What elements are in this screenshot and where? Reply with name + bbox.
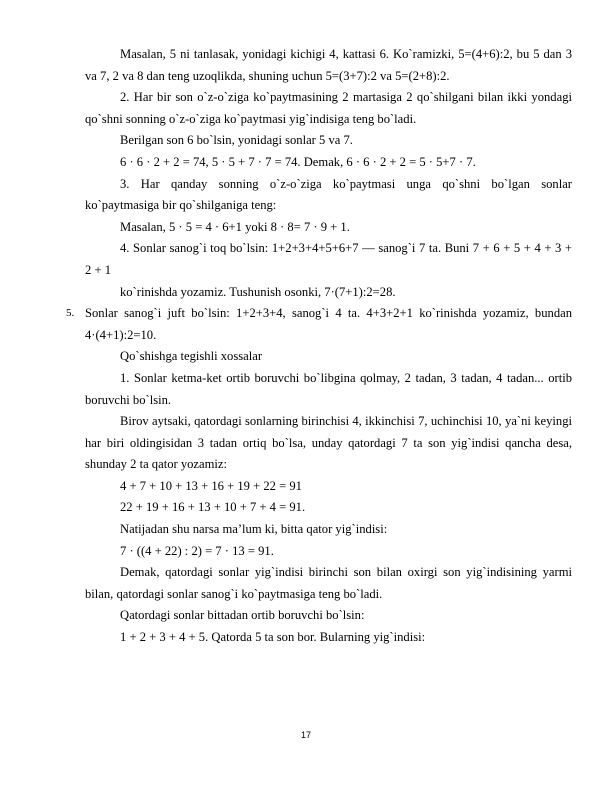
paragraph-property-3: 3. Har qanday sonning o`z-o`ziga ko`paytmasi unga qo`shni bo`lgan sonlar ko`paytmasiga bir qo`shilganiga teng: — [85, 176, 572, 213]
paragraph-property-4-odd-count: 4. Sonlar sanog`i toq bo`lsin: 1+2+3+4+5+6+7 — sanog`i 7 ta. Buni 7 + 6 + 5 + 4 + 3 + 2 + 1 — [85, 241, 572, 277]
list-number: 5. — [66, 307, 75, 320]
paragraph-example-five-average: Masalan, 5 ni tanlasak, yonidagi kichigi 4, kattasi 6. Ko`ramizki, 5=(4+6):2, bu 5 dan 3 va 7, 2 va 8 dan teng uzoqlikda, shuning uchun 5=(3+7):2 va 5=(2+8):2. — [85, 47, 572, 83]
paragraph-step-one-sequence: Qatordagi sonlar bittadan ortib boruvchi bo`lsin: — [120, 608, 365, 623]
equation-reverse-sum: 22 + 19 + 16 + 13 + 10 + 7 + 4 = 91. — [120, 500, 306, 515]
paragraph-increasing-sequence: 1. Sonlar ketma-ket ortib boruvchi bo`libgina qolmay, 2 tadan, 3 tadan, 4 tadan... ortib boruvchi bo`lsin. — [85, 370, 572, 407]
paragraph-one-row-sum: Natijadan shu narsa ma’lum ki, bitta qator yig`indisi: — [120, 522, 388, 537]
paragraph-property-2: 2. Har bir son o`z-o`ziga ko`paytmasining 2 martasiga 2 qo`shilgani bilan ikki yondagi qo`shni sonning o`z-o`ziga ko`paytmasi yig`indisiga teng bo`ladi. — [85, 90, 572, 126]
paragraph-calculation-74: 6 · 6 · 2 + 2 = 74, 5 · 5 + 7 · 7 = 74. Demak, 6 · 6 · 2 + 2 = 5 · 5+7 · 7. — [120, 154, 476, 169]
equation-forward-sum: 4 + 7 + 10 + 13 + 16 + 19 + 22 = 91 — [120, 478, 302, 493]
paragraph-example-squares: Masalan, 5 · 5 = 4 · 6+1 yoki 8 · 8= 7 · 9 + 1. — [120, 219, 350, 234]
paragraph-arithmetic-example: Birov aytsaki, qatordagi sonlarning birinchisi 4, ikkinchisi 7, uchinchisi 10, ya`ni keyingi har biri oldingisidan 3 tadan ortiq bo`lsa, unday qatordagi 7 ta son yig`indisi qancha desa, shunday 2 ta qator yozamiz: — [85, 414, 572, 472]
document-body — [66, 44, 572, 649]
section-heading-addition-properties: Qo`shishga tegishli xossalar — [120, 349, 263, 364]
paragraph-given-six: Berilgan son 6 bo`lsin, yonidagi sonlar 5 va 7. — [120, 133, 353, 148]
equation-row-sum-91: 7 · ((4 + 22) : 2) = 7 · 13 = 91. — [120, 543, 274, 558]
paragraph-five-numbers: 1 + 2 + 3 + 4 + 5. Qatorda 5 ta son bor. Bularning yig`indisi: — [120, 630, 426, 645]
page-number: 17 — [300, 730, 311, 740]
numbered-paragraph-5 — [66, 303, 572, 346]
paragraph-property-5-even-count: Sonlar sanog`i juft bo`lsin: 1+2+3+4, sanog`i 4 ta. 4+3+2+1 ko`rinishda yozamiz, bundan 4·(4+1):2=10. — [85, 306, 572, 342]
paragraph-result-28: ko`rinishda yozamiz. Tushunish osonki, 7·(7+1):2=28. — [120, 284, 396, 299]
paragraph-conclusion: Demak, qatordagi sonlar yig`indisi birinchi son bilan oxirgi son yig`indisining yarmi bilan, qatordagi sonlar sanog`i ko`paytmasiga teng bo`ladi. — [85, 565, 572, 601]
